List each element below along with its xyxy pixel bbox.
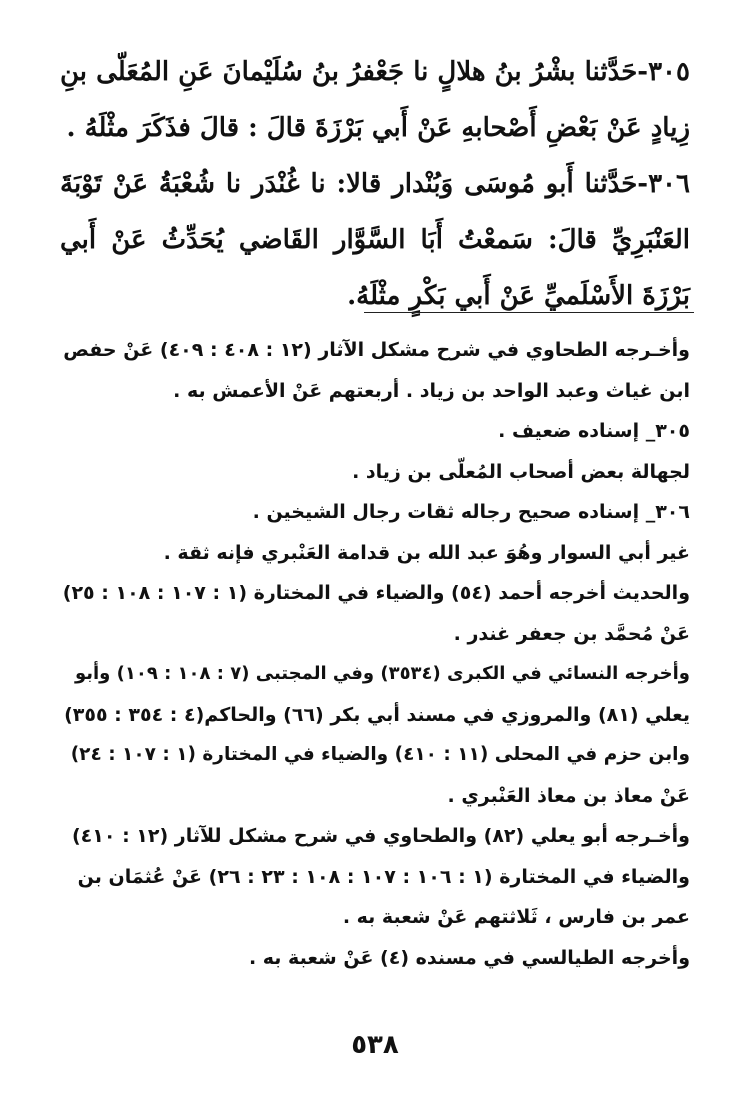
hadith-306: ٣٠٦-حَدَّثنا أَبو مُوسَى وَبُنْدار قالا: نا غُنْدَر نا شُعْبَةُ عَنْ تَوْبَةَ العَنْبَرِيِّ قالَ: سَمعْتُ أَبَا السَّوَّار القَاضي يُحَدِّثُ عَنْ أَبي بَرْزَةَ الأَسْلَميِّ عَنْ أَبي بَكْرٍ مثْلَهُ. bbox=[60, 169, 690, 311]
footnote-line: وأخـرجه الطحاوي في شرح مشكل الآثار (١٢ : ٤٠٨ : ٤٠٩) عَنْ حفص bbox=[63, 339, 690, 361]
footnote-line: عمر بن فارس ، ثَلاثتهم عَنْ شعبة به . bbox=[342, 906, 690, 928]
footnote-line: غير أبي السوار وهُوَ عبد الله بن قدامة العَنْبري فإنه ثقة . bbox=[163, 541, 690, 564]
footnote-line: عَنْ معاذ بن معاذ العَنْبري . bbox=[447, 784, 690, 807]
main-text bbox=[60, 44, 690, 324]
footnote-line: والضياء في المختارة (١ : ١٠٦ : ١٠٧ : ١٠٨ : ٢٣ : ٢٦) عَنْ عُثمَان بن bbox=[77, 865, 690, 888]
page-number: ٥٣٨ bbox=[351, 1030, 399, 1060]
footnote-line: ٣٠٦_ إسناده صحيح رجاله ثقات رجال الشيخين . bbox=[252, 501, 690, 523]
footnote-line: ٣٠٥_ إسناده ضعيف . bbox=[498, 420, 690, 442]
hadith-305: ٣٠٥-حَدَّثنا بشْرُ بنُ هلالٍ نا جَعْفرُ بنُ سُلَيْمانَ عَنِ المُعَلّى بنِ زِيادٍ عَنْ بَعْضِ أَصْحابهِ عَنْ أَبي بَرْزَةَ قالَ : قالَ فذَكَرَ مثْلَهُ . bbox=[60, 57, 690, 143]
footnote-line: ابن غياث وعبد الواحد بن زياد . أربعتهم عَنْ الأعمش به . bbox=[173, 379, 690, 402]
footnote-line: وأخرجه الطيالسي في مسنده (٤) عَنْ شعبة به . bbox=[248, 946, 690, 969]
footnote-line: يعلي (٨١) والمروزي في مسند أبي بكر (٦٦) والحاكم(٤ : ٣٥٤ : ٣٥٥) bbox=[64, 703, 690, 726]
footnote-line: وأخـرجه أبو يعلي (٨٢) والطحاوي في شرح مشكل للآثار (١٢ : ٤١٠) bbox=[71, 825, 690, 847]
footnote-line: وأخرجه النسائي في الكبرى (٣٥٣٤) وفي المجتبى (٧ : ١٠٨ : ١٠٩) وأبو bbox=[74, 663, 690, 684]
footnote-line: لجهالة بعض أصحاب المُعلّى بن زياد . bbox=[352, 460, 690, 483]
footnotes bbox=[60, 330, 690, 978]
footnote-divider bbox=[364, 312, 694, 313]
footnote-line: والحديث أخرجه أحمد (٥٤) والضياء في المختارة (١ : ١٠٧ : ١٠٨ : ٢٥) bbox=[62, 582, 690, 604]
footnote-line: وابن حزم في المحلى (١١ : ٤١٠) والضياء في المختارة (١ : ١٠٧ : ٢٤) bbox=[70, 744, 690, 765]
footnote-line: عَنْ مُحمَّد بن جعفر غندر . bbox=[453, 622, 690, 645]
